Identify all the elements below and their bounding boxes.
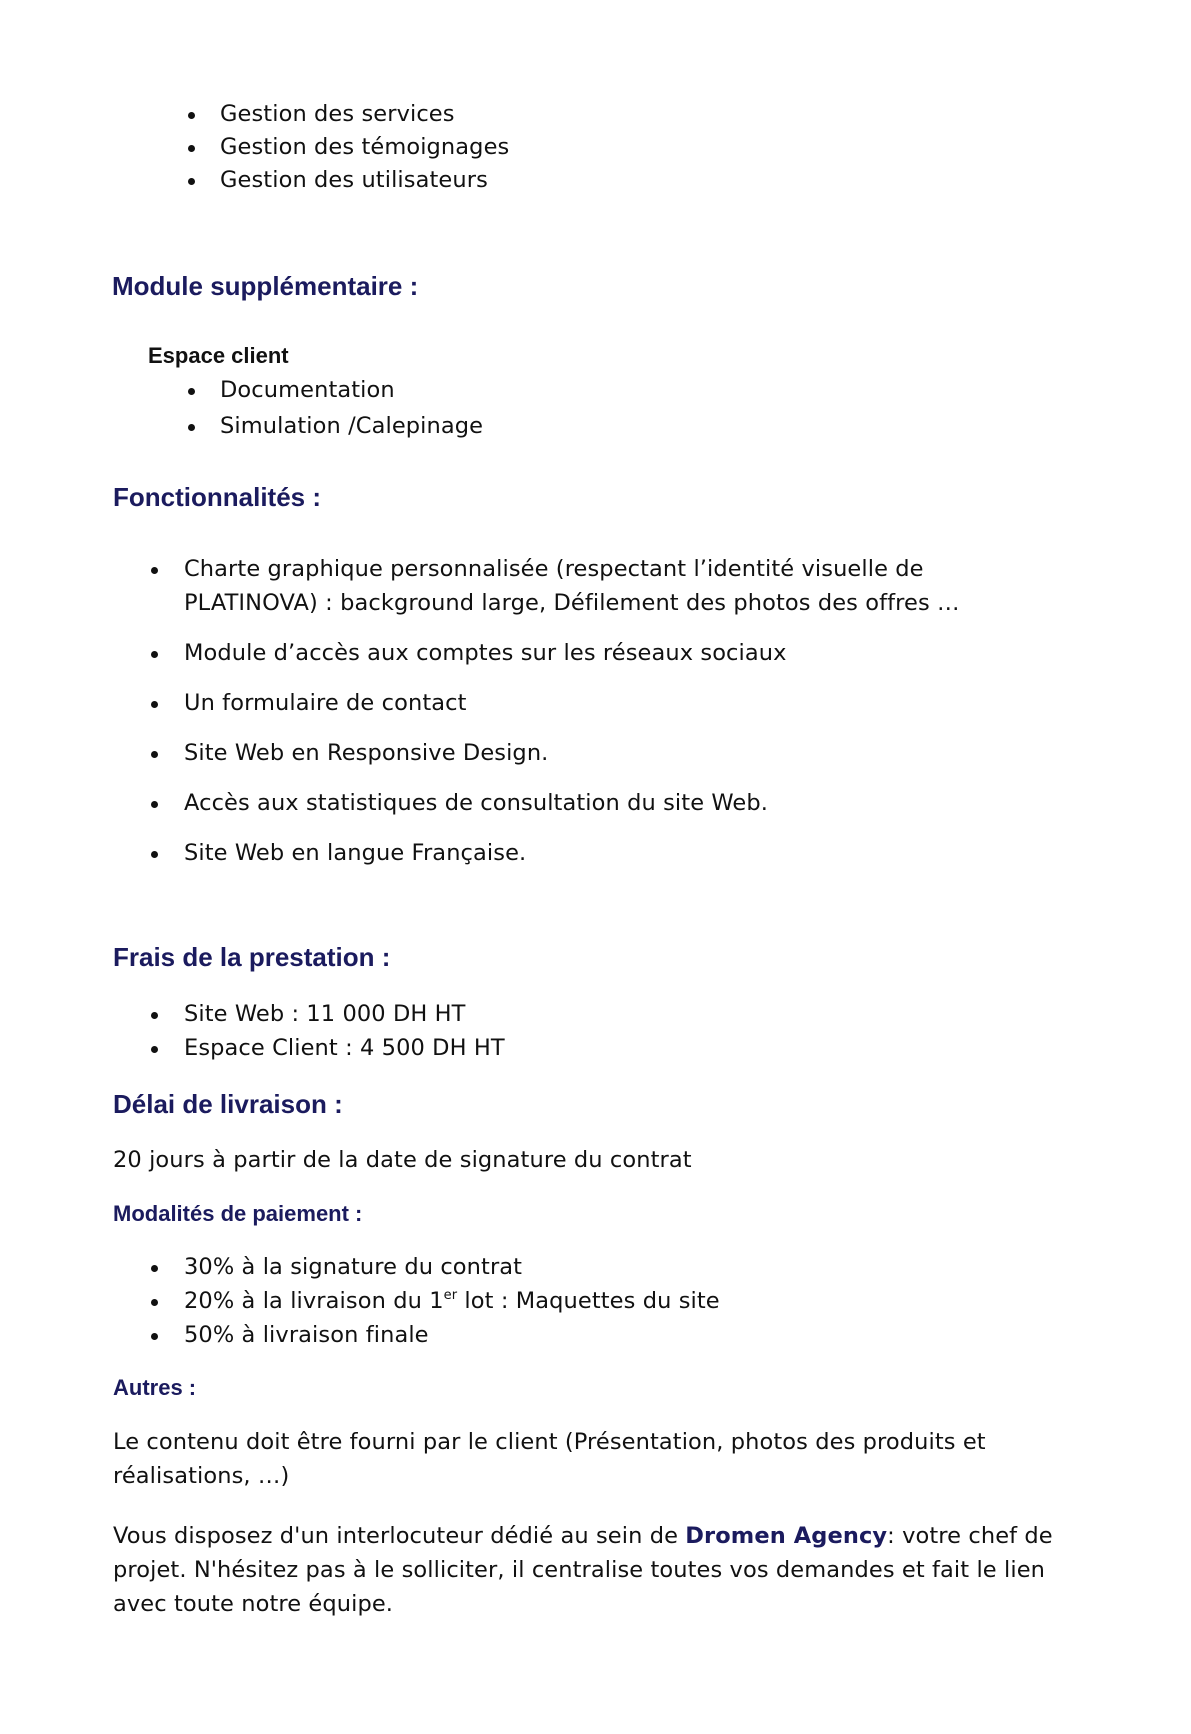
paragraph-line: projet. N'hésitez pas à le solliciter, il centralise toutes vos demandes et fait le lien: [113, 1557, 1046, 1583]
payment-heading: Modalités de paiement :: [113, 1201, 363, 1226]
list-item: 50% à livraison finale: [184, 1322, 429, 1348]
others-heading: Autres :: [113, 1375, 197, 1400]
list-item: Module d’accès aux comptes sur les réseaux sociaux: [184, 640, 787, 666]
list-item: Un formulaire de contact: [184, 690, 467, 716]
bullet: [151, 851, 158, 858]
list-item: Gestion des témoignages: [220, 134, 510, 160]
list-item: Charte graphique personnalisée (respectant l’identité visuelle de: [184, 556, 924, 582]
module-heading: Module supplémentaire :: [112, 271, 419, 301]
list-item: [184, 1284, 720, 1318]
list-item: Site Web : 11 000 DH HT: [184, 1001, 466, 1027]
bullet: [188, 145, 195, 152]
module-subheading: Espace client: [148, 343, 289, 368]
superscript: er: [443, 1288, 458, 1303]
bullet: [151, 1012, 158, 1019]
fees-heading: Frais de la prestation :: [113, 942, 391, 972]
payment-item2-suffix: lot : Maquettes du site: [457, 1288, 720, 1314]
bullet: [151, 1299, 158, 1306]
payment-item2-text: 20% à la livraison du 1: [184, 1288, 444, 1314]
delivery-heading: Délai de livraison :: [113, 1089, 343, 1119]
list-item: Site Web en Responsive Design.: [184, 740, 549, 766]
bullet: [151, 801, 158, 808]
paragraph-line: avec toute notre équipe.: [113, 1591, 394, 1617]
bullet: [151, 1333, 158, 1340]
list-item: Gestion des utilisateurs: [220, 167, 488, 193]
list-item: 30% à la signature du contrat: [184, 1254, 523, 1280]
bullet: [151, 1265, 158, 1272]
agency-name: Dromen Agency: [685, 1523, 888, 1549]
paragraph-text: Vous disposez d'un interlocuteur dédié au sein de: [113, 1523, 686, 1549]
paragraph-line: réalisations, …): [113, 1463, 290, 1489]
bullet: [188, 178, 195, 185]
list-item: Site Web en langue Française.: [184, 840, 527, 866]
paragraph-line: [113, 1519, 1053, 1553]
bullet: [151, 1046, 158, 1053]
bullet: [188, 424, 195, 431]
list-item-continuation: PLATINOVA) : background large, Défilement des photos des offres …: [184, 590, 960, 616]
bullet: [151, 567, 158, 574]
bullet: [188, 388, 195, 395]
list-item: Espace Client : 4 500 DH HT: [184, 1035, 505, 1061]
bullet: [188, 112, 195, 119]
bullet: [151, 651, 158, 658]
features-heading: Fonctionnalités :: [113, 482, 321, 512]
list-item: Gestion des services: [220, 101, 455, 127]
bullet: [151, 751, 158, 758]
bullet: [151, 701, 158, 708]
paragraph-text: : votre chef de: [887, 1523, 1053, 1549]
paragraph-line: Le contenu doit être fourni par le client (Présentation, photos des produits et: [113, 1429, 986, 1455]
delivery-text: 20 jours à partir de la date de signature du contrat: [113, 1147, 692, 1173]
list-item: Accès aux statistiques de consultation du site Web.: [184, 790, 768, 816]
list-item: Simulation /Calepinage: [220, 413, 484, 439]
list-item: Documentation: [220, 377, 395, 403]
